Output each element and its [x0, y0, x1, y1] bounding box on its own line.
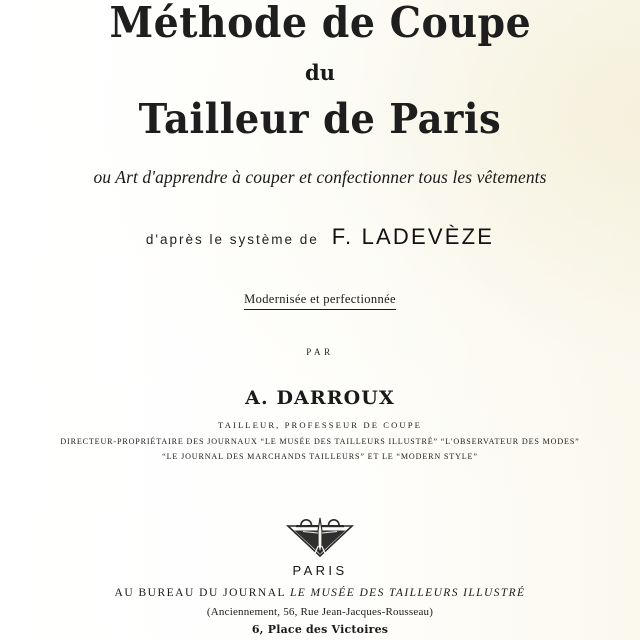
imprint-current-address: 6, Place des Victoires [251, 623, 389, 636]
imprint-bureau [0, 587, 640, 599]
page-title-connector: du [305, 60, 335, 85]
author-credit-line-1: DIRECTEUR-PROPRIÉTAIRE DES JOURNAUX “LE MUSÉE DES TAILLEURS ILLUSTRÉ” “L'OBSERVATEUR DES MODES” [60, 436, 580, 446]
system-attribution-prefix: d'après le système de [145, 232, 319, 247]
page-title-line-1: Méthode de Coupe [109, 0, 531, 47]
system-author-name: F. LADEVÈZE [331, 224, 495, 249]
system-attribution [146, 224, 494, 250]
imprint-block [0, 563, 640, 636]
author-role: TAILLEUR, PROFESSEUR DE COUPE [218, 419, 422, 430]
author-credit-line-2: “LE JOURNAL DES MARCHANDS TAILLEURS” ET LE “MODERN STYLE” [162, 451, 478, 461]
printers-device-ornament [283, 513, 357, 559]
imprint-bureau-prefix: AU BUREAU DU JOURNAL [114, 587, 286, 599]
imprint-city: PARIS [292, 563, 348, 578]
page-subtitle: ou Art d'apprendre à couper et confectionner tous les vêtements [93, 167, 547, 187]
edition-note: Modernisée et perfectionnée [244, 292, 396, 310]
author-name: A. DARROUX [245, 386, 395, 409]
imprint-former-address: (Anciennement, 56, Rue Jean-Jacques-Rousseau) [206, 606, 434, 618]
byline-label: PAR [306, 346, 334, 357]
page-title-line-2: Tailleur de Paris [138, 95, 502, 143]
imprint-journal-name: LE MUSÉE DES TAILLEURS ILLUSTRÉ [289, 587, 526, 599]
